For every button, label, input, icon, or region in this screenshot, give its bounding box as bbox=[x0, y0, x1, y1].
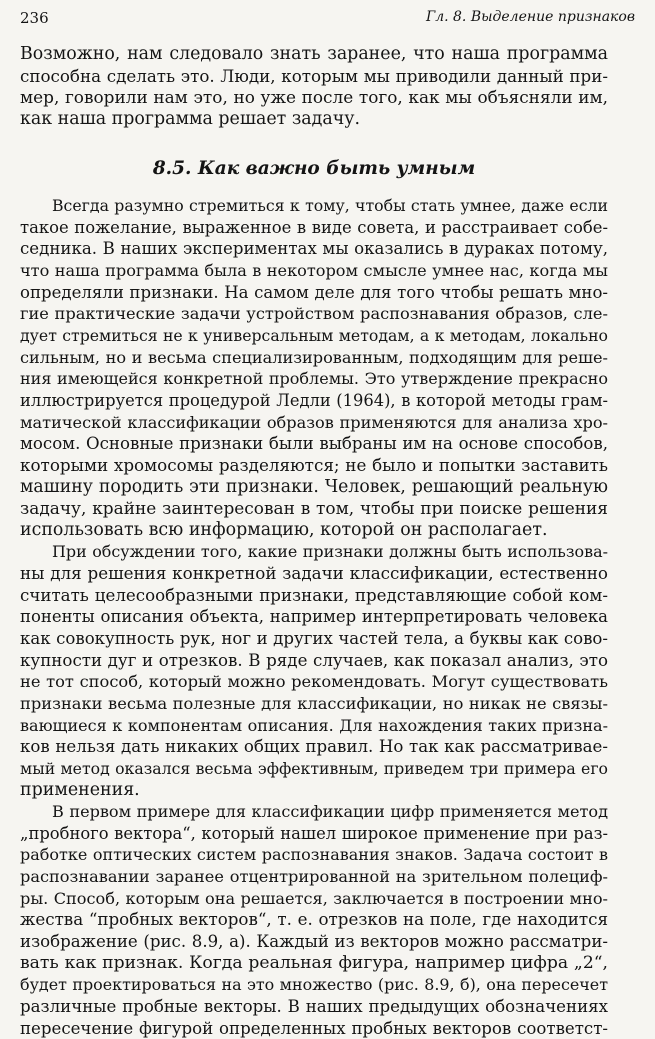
paragraph-3 bbox=[20, 801, 608, 1039]
text-line: мый метод оказался весьма эффективным, приведем три примера его bbox=[20, 758, 608, 778]
text-line: ры. Способ, которым она решается, заключается в построении мно- bbox=[20, 888, 608, 908]
text-line: считать целесообразными признаки, представляющие собой ком- bbox=[20, 585, 608, 605]
text-line: не тот способ, который можно рекомендовать. Могут существовать bbox=[20, 672, 608, 692]
text-line: При обсуждении того, какие признаки должны быть использова- bbox=[52, 542, 608, 562]
section-title: 8.5. Как важно быть умным bbox=[152, 157, 476, 179]
text-line: ния имеющейся конкретной проблемы. Это утверждение прекрасно bbox=[20, 369, 608, 389]
text-line: признаки весьма полезные для классификации, но никак не связы- bbox=[20, 693, 608, 713]
text-line: купности дуг и отрезков. В ряде случаев, как показал анализ, это bbox=[20, 650, 608, 670]
text-line: Возможно, нам следовало знать заранее, что наша программа bbox=[20, 44, 608, 64]
text-line: машину породить эти признаки. Человек, решающий реальную bbox=[20, 476, 608, 497]
text-line: работке оптических систем распознавания знаков. Задача состоит в bbox=[20, 845, 608, 865]
text-line: седника. В наших экспериментах мы оказались в дураках потому, bbox=[20, 239, 608, 259]
text-line: В первом примере для классификации цифр применяется метод bbox=[52, 802, 608, 822]
text-line: задачу, крайне заинтересован в том, чтобы при поиске решения bbox=[20, 498, 608, 519]
text-line: иллюстрируется процедурой Ледли (1964), в которой методы грам- bbox=[20, 390, 608, 410]
text-line: которыми хромосомы разделяются; не было и попытки заставить bbox=[20, 454, 608, 475]
text-line: способна сделать это. Люди, которым мы приводили данный при- bbox=[20, 65, 608, 86]
text-line: различные пробные векторы. В наших предыдущих обозначениях bbox=[20, 996, 608, 1016]
text-line: изображение (рис. 8.9, а). Каждый из векторов можно рассматри- bbox=[20, 931, 608, 951]
paragraph-1 bbox=[20, 195, 608, 541]
text-line: гие практические задачи устройством распознавания образов, сле- bbox=[20, 304, 608, 324]
text-line: применения. bbox=[20, 779, 140, 800]
text-line: сильным, но и весьма специализированным, подходящим для реше- bbox=[20, 347, 608, 367]
text-line: ны для решения конкретной задачи классификации, естественно bbox=[20, 563, 608, 584]
text-line: дует стремиться не к универсальным методам, а к методам, локально bbox=[20, 326, 608, 346]
text-line: определяли признаки. На самом деле для того чтобы решать мно- bbox=[20, 282, 608, 302]
text-line: ков нельзя дать никаких общих правил. Но так как рассматривае- bbox=[20, 737, 608, 757]
paragraph-2 bbox=[20, 541, 608, 801]
text-line: пересечение фигурой определенных пробных векторов соответст- bbox=[20, 1018, 608, 1038]
text-line: „пробного вектора“, который нашел широкое применение при раз- bbox=[20, 823, 608, 843]
text-line: Всегда разумно стремиться к тому, чтобы стать умнее, даже если bbox=[52, 196, 608, 216]
text-line: как совокупность рук, ног и других частей тела, а буквы как сово- bbox=[20, 629, 608, 649]
text-line: вающиеся к компонентам описания. Для нахождения таких призна- bbox=[20, 715, 608, 735]
text-line: матической классификации образов применяются для анализа хро- bbox=[20, 412, 608, 432]
page-number: 236 bbox=[20, 9, 49, 27]
running-title: Гл. 8. Выделение признаков bbox=[425, 9, 635, 25]
text-line: распознавании заранее отцентрированной на зрительном полециф- bbox=[20, 867, 608, 887]
text-line: как наша программа решает задачу. bbox=[20, 108, 361, 129]
text-line: жества “пробных векторов“, т. е. отрезков на поле, где находится bbox=[20, 909, 608, 930]
text-line: использовать всю информацию, которой он располагает. bbox=[20, 519, 548, 540]
text-line: будет проектироваться на это множество (рис. 8.9, б), она пересечет bbox=[20, 975, 608, 995]
text-line: мер, говорили нам это, но уже после того, как мы объясняли им, bbox=[20, 87, 608, 108]
paragraph-intro bbox=[20, 44, 608, 131]
text-line: поненты описания объекта, например интерпретировать человека bbox=[20, 607, 608, 627]
text-line: мосом. Основные признаки были выбраны им на основе способов, bbox=[20, 434, 608, 454]
text-line: такое пожелание, выраженное в виде совета, и расстраивает собе- bbox=[20, 217, 608, 237]
text-line: что наша программа была в некотором смысле умнее нас, когда мы bbox=[20, 261, 608, 281]
text-line: вать как признак. Когда реальная фигура, например цифра „2“, bbox=[20, 952, 608, 973]
body-text bbox=[20, 44, 608, 1039]
